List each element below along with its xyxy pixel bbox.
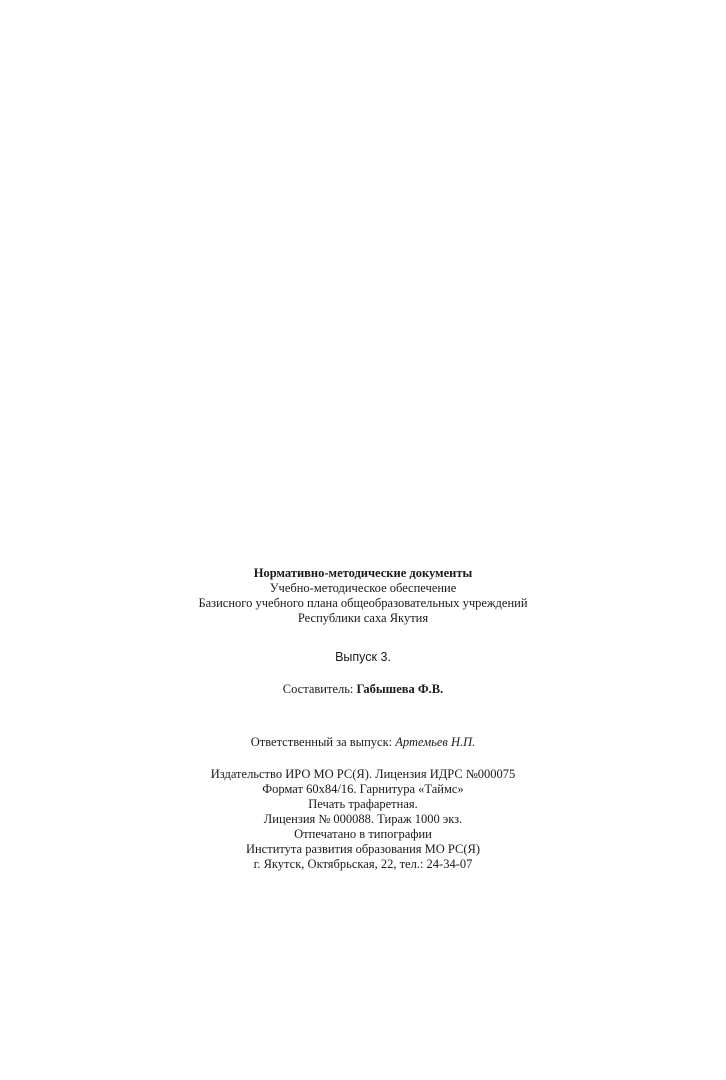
compiler-name: Габышева Ф.В.	[356, 682, 444, 696]
publisher-line-5: Отпечатано в типографии	[294, 827, 432, 841]
subtitle-line-2: Базисного учебного плана общеобразовательных учреждений	[198, 596, 528, 610]
document-title: Нормативно-методические документы	[253, 566, 473, 580]
compiler-label: Составитель:	[282, 682, 357, 696]
compiler-line	[0, 682, 726, 697]
publisher-line-4: Лицензия № 000088. Тираж 1000 экз.	[263, 812, 463, 826]
publisher-line-2: Формат 60х84/16. Гарнитура «Таймс»	[262, 782, 464, 796]
responsible-label: Ответственный за выпуск:	[250, 735, 396, 749]
publisher-line-3: Печать трафаретная.	[308, 797, 418, 811]
publisher-line-7: г. Якутск, Октябрьская, 22, тел.: 24-34-07	[253, 857, 473, 871]
responsible-line	[0, 735, 726, 750]
issue-number: Выпуск 3.	[335, 650, 391, 664]
compiler-block	[0, 682, 726, 697]
publisher-line-6: Института развития образования МО РС(Я)	[245, 842, 481, 856]
subtitle-line-3: Республики саха Якутия	[297, 611, 429, 625]
responsible-name: Артемьев Н.П.	[395, 735, 476, 749]
publisher-block	[0, 767, 726, 872]
publisher-line-1: Издательство ИРО МО РС(Я). Лицензия ИДРС №000075	[210, 767, 516, 781]
responsible-block	[0, 735, 726, 750]
title-block	[0, 566, 726, 626]
issue-block	[0, 650, 726, 665]
subtitle-line-1: Учебно-методическое обеспечение	[269, 581, 457, 595]
